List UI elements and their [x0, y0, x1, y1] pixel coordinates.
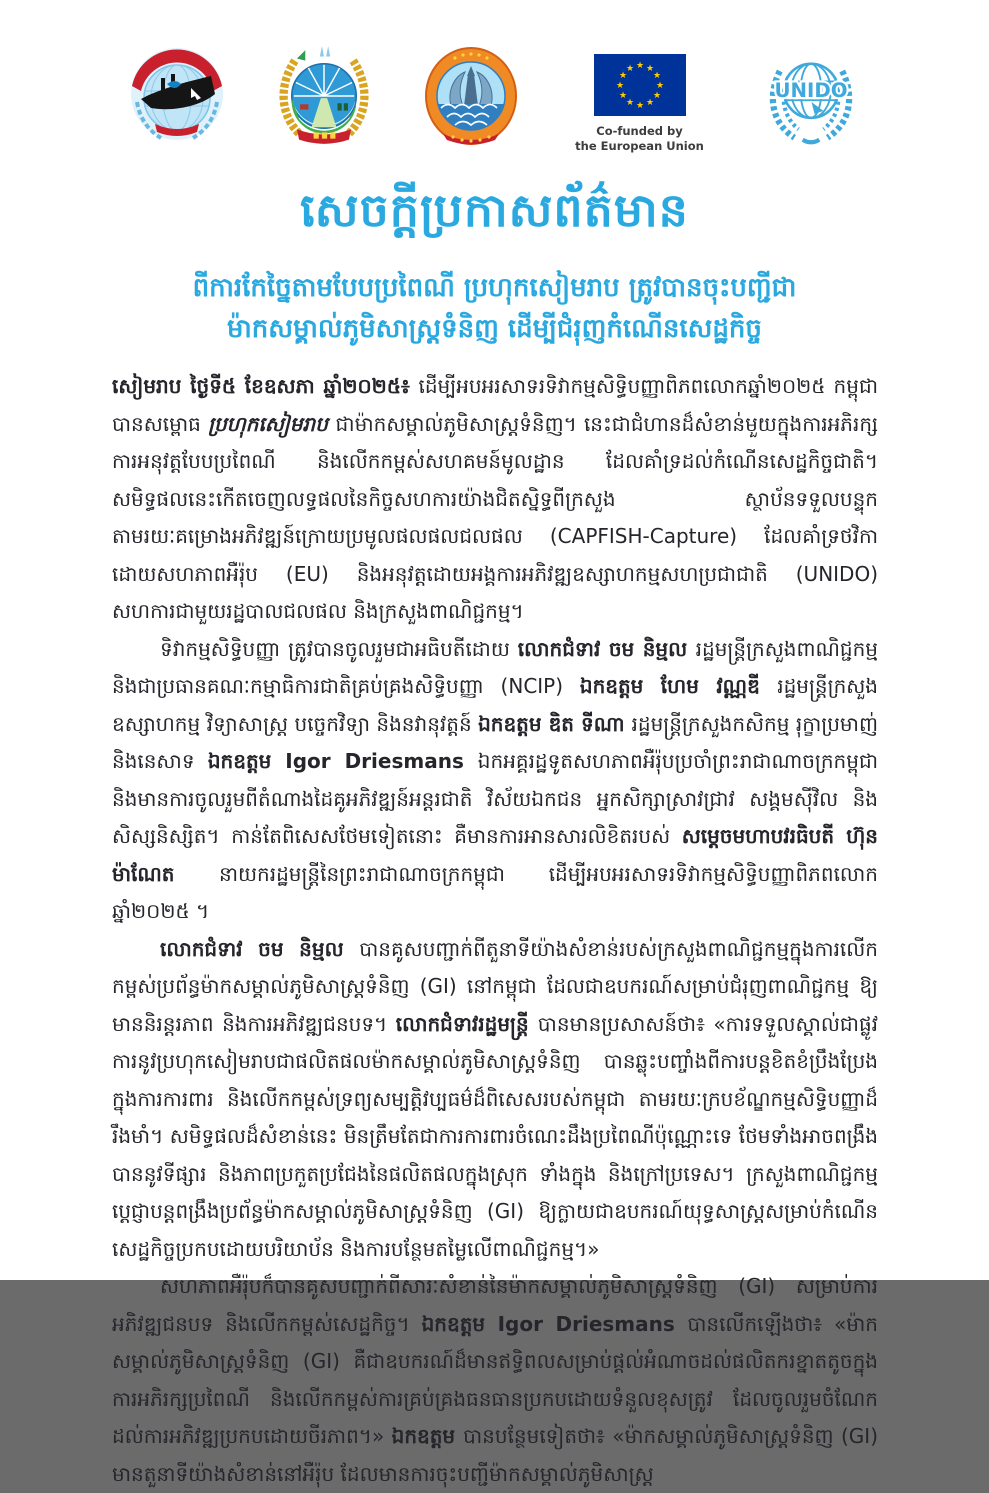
- text-run: លោកជំទាវរដ្ឋមន្ត្រី: [395, 1011, 538, 1036]
- text-run: ឯកឧត្តម Igor Driesmans: [421, 1311, 688, 1336]
- press-release-body: [112, 368, 878, 1493]
- text-run: សម្តេចមហាបវរធិបតី ហ៊ុន ម៉ាណែត: [112, 824, 878, 886]
- svg-text:★: ★: [618, 91, 627, 101]
- text-run: បានបន្ថែមទៀតថា៖ «ម៉ាកសម្គាល់ភូមិសាស្ត្រទំនិញ (GI) មានតួនាទីយ៉ាងសំខាន់នៅអឺរ៉ុប ដែលមានការចុះបញ្ជីម៉ាកសម្គាល់ភូមិសាស្ត្រ: [112, 1424, 878, 1486]
- svg-text:★: ★: [652, 71, 661, 81]
- unido-logo: [759, 44, 863, 148]
- text-run: ដើម្បីអបអរសាទរទិវាកម្មសិទ្ធិបញ្ញាពិភពលោកឆ្នាំ២០២៥ កម្ពុជាបានសម្ពោធ: [112, 374, 878, 436]
- text-run: ឯកឧត្តម ឌិត ទីណា: [478, 711, 632, 736]
- text-run: ឯកឧត្តម Igor Driesmans: [207, 749, 478, 773]
- svg-text:★: ★: [645, 98, 654, 108]
- text-run: បានមានប្រសាសន៍ថា៖ «ការទទួលស្គាល់ជាផ្លូវការនូវប្រហុកសៀមរាបជាផលិតផលម៉ាកសម្គាល់ភូមិសាស្ត្រទំនិញ បានឆ្លុះបញ្ចាំងពីការបន្តខិតខំប្រឹងប្រែងក្នុងការការពារ និងលើកកម្ពស់ទ្រព្យសម្បត្តិវប្បធម៌ដ៏ពិសេសរបស់កម្ពុជា តាមរយៈក្របខ័ណ្ឌកម្មសិទ្ធិបញ្ញាដ៏រឹងមាំ។ សមិទ្ធផលដ៏សំខាន់នេះ មិនត្រឹមតែជាការការពារចំណេះដឹងប្រពៃណីប៉ុណ្ណោះទេ ថែមទាំងអាចពង្រឹងបាននូវទីផ្សារ និងភាពប្រកួតប្រជែងនៃផលិតផលក្នុងស្រុក ទាំងក្នុង និងក្រៅប្រទេស។ ក្រសួងពាណិជ្ជកម្មប្តេជ្ញាបន្តពង្រឹងប្រព័ន្ធម៉ាកសម្គាល់ភូមិសាស្ត្រទំនិញ (GI) ឱ្យក្លាយជាឧបករណ៍យុទ្ធសាស្ត្រសម្រាប់កំណើនសេដ្ឋកិច្ចប្រកបដោយបរិយាប័ន និងការបន្ថែមតម្លៃលើពាណិជ្ជកម្ម។»: [112, 1011, 878, 1261]
- text-run: ឯកឧត្តម: [391, 1424, 464, 1448]
- text-run: សហភាពអឺរ៉ុបក៏បានគូសបញ្ជាក់ពីសារៈសំខាន់នៃម៉ាកសម្គាល់ភូមិសាស្ត្រទំនិញ (GI) សម្រាប់ការអភិវឌ្ឍជនបទ និងលើកកម្ពស់សេដ្ឋកិច្ច។: [112, 1274, 878, 1336]
- eu-caption: [565, 124, 715, 154]
- text-run: នាយករដ្ឋមន្ត្រីនៃព្រះរាជាណាចក្រកម្ពុជា ដើម្បីអបអរសាទរទិវាកម្មសិទ្ធិបញ្ញាពិភពលោកឆ្នាំ២០២៥ ។: [112, 861, 878, 923]
- svg-text:★: ★: [615, 81, 624, 91]
- paragraph-1: [112, 368, 878, 631]
- text-run: បានលើកឡើងថា៖ «ម៉ាកសម្គាល់ភូមិសាស្ត្រទំនិញ (GI) គឺជាឧបករណ៍ដ៏មានឥទ្ធិពលសម្រាប់ផ្តល់អំណាចដល់ផលិតករខ្នាតតូចក្នុងការអភិរក្សប្រពៃណី និងលើកកម្ពស់ការគ្រប់គ្រងធនធានប្រកបដោយទំនួលខុសត្រូវ ដែលចូលរួមចំណែកដល់ការអភិវឌ្ឍប្រកបដោយចីរភាព។»: [112, 1311, 878, 1448]
- text-run: រដ្ឋមន្ត្រីក្រសួងកសិកម្ម រុក្ខាប្រមាញ់ និងនេសាទ: [112, 711, 879, 773]
- subtitle-line2: ម៉ាកសម្គាល់ភូមិសាស្ត្រទំនិញ ដើម្បីជំរុញកំណើនសេដ្ឋកិច្ច: [227, 314, 762, 344]
- press-release-title: សេចក្តីប្រកាសព័ត៌មាន: [300, 183, 689, 237]
- text-run: លោកជំទាវ ចម និម្មល: [160, 936, 360, 961]
- svg-text:★: ★: [625, 98, 634, 108]
- svg-text:★: ★: [635, 101, 644, 111]
- ministry-of-agriculture-icon: [271, 44, 377, 148]
- fisheries-administration-logo: [127, 44, 227, 148]
- svg-text:★: ★: [652, 91, 661, 101]
- text-run: ជាម៉ាកសម្គាល់ភូមិសាស្ត្រទំនិញ។ នេះជាជំហានដ៏សំខាន់មួយក្នុងការអភិរក្សការអនុវត្តបែបប្រពៃណី និងលើកកម្ពស់សហគមន៍មូលដ្ឋាន ដែលគាំទ្រដល់កំណើនសេដ្ឋកិច្ចជាតិ។ សមិទ្ធផលនេះកើតចេញលទ្ធផលនៃកិច្ចសហការយ៉ាងជិតស្និទ្ធពីក្រសួង ស្ថាប័នទទួលបន្ទុក តាមរយៈគម្រោងអភិវឌ្ឍន៍ក្រោយប្រមូលផលផលជលផល (CAPFISH-Capture) ដែលគាំទ្រថវិកាដោយសហភាពអឺរ៉ុប (EU) និងអនុវត្តដោយអង្គការអភិវឌ្ឍឧស្សាហកម្មសហប្រជាជាតិ (UNIDO) សហការជាមួយរដ្ឋបាលជលផល និងក្រសួងពាណិជ្ជកម្ម។: [112, 411, 878, 623]
- text-run: រដ្ឋមន្ត្រីក្រសួងពាណិជ្ជកម្ម និងជាប្រធានគណៈកម្មាធិការជាតិគ្រប់គ្រងសិទ្ធិបញ្ញា (NCIP): [112, 636, 878, 698]
- press-release-subtitle: [40, 268, 949, 350]
- text-run: ឯកឧត្តម ហែម វណ្ណឌី: [579, 674, 778, 698]
- provincial-fisheries-icon: [421, 44, 521, 148]
- eu-caption-line2: the European Union: [575, 139, 704, 153]
- svg-text:★: ★: [645, 64, 654, 74]
- fisheries-administration-icon: [127, 44, 227, 148]
- text-run: ប្រហុកសៀមរាប: [207, 411, 336, 436]
- text-run: រដ្ឋមន្ត្រីក្រសួងឧស្សាហកម្ម វិទ្យាសាស្ត្រ បច្ចេកវិទ្យា និងនវានុវត្តន៍: [112, 674, 878, 736]
- provincial-fisheries-logo: [421, 44, 521, 148]
- eu-caption-line1: Co-funded by: [596, 124, 683, 138]
- eu-flag-icon: [594, 54, 686, 116]
- eu-cofunded-logo: [565, 54, 715, 154]
- text-run: សៀមរាប ថ្ងៃទី៥ ខែឧសភា ឆ្នាំ២០២៥៖: [112, 374, 419, 398]
- logos-row: [0, 0, 989, 154]
- subtitle-line1: ពីការកែច្នៃតាមបែបប្រពៃណី ប្រហុកសៀមរាប ត្រូវបានចុះបញ្ជីជា: [192, 273, 797, 303]
- paragraph-2: [112, 631, 878, 931]
- ministry-of-agriculture-logo: [271, 44, 377, 148]
- unido-wordmark: UNIDO: [773, 79, 848, 103]
- svg-text:★: ★: [635, 61, 644, 71]
- unido-icon: [759, 44, 863, 148]
- text-run: ទិវាកម្មសិទ្ធិបញ្ញា ត្រូវបានចូលរួមជាអធិបតីដោយ: [160, 636, 518, 661]
- text-run: ឯកអគ្គរដ្ឋទូតសហភាពអឺរ៉ុបប្រចាំព្រះរាជាណាចក្រកម្ពុជា និងមានការចូលរួមពីតំណាងដៃគូអភិវឌ្ឍន៍អន្តរជាតិ វិស័យឯកជន អ្នកសិក្សាស្រាវជ្រាវ សង្គមស៊ីវិល និងសិស្សនិស្សិត។ កាន់តែពិសេសថែមទៀតនោះ គឺមានការអានសារលិខិតរបស់: [112, 749, 878, 848]
- paragraph-4: [112, 1268, 878, 1493]
- svg-text:★: ★: [618, 71, 627, 81]
- text-run: លោកជំទាវ ចម និម្មល: [517, 636, 696, 661]
- text-run: បានគូសបញ្ជាក់ពីតួនាទីយ៉ាងសំខាន់របស់ក្រសួងពាណិជ្ជកម្មក្នុងការលើកកម្ពស់ប្រព័ន្ធម៉ាកសម្គាល់ភូមិសាស្ត្រទំនិញ (GI) នៅកម្ពុជា ដែលជាឧបករណ៍សម្រាប់ជំរុញពាណិជ្ជកម្ម ឱ្យមាននិរន្តរភាព និងការអភិវឌ្ឍជនបទ។: [112, 936, 878, 1036]
- svg-text:★: ★: [655, 81, 664, 91]
- svg-text:★: ★: [625, 64, 634, 74]
- paragraph-3: [112, 931, 878, 1269]
